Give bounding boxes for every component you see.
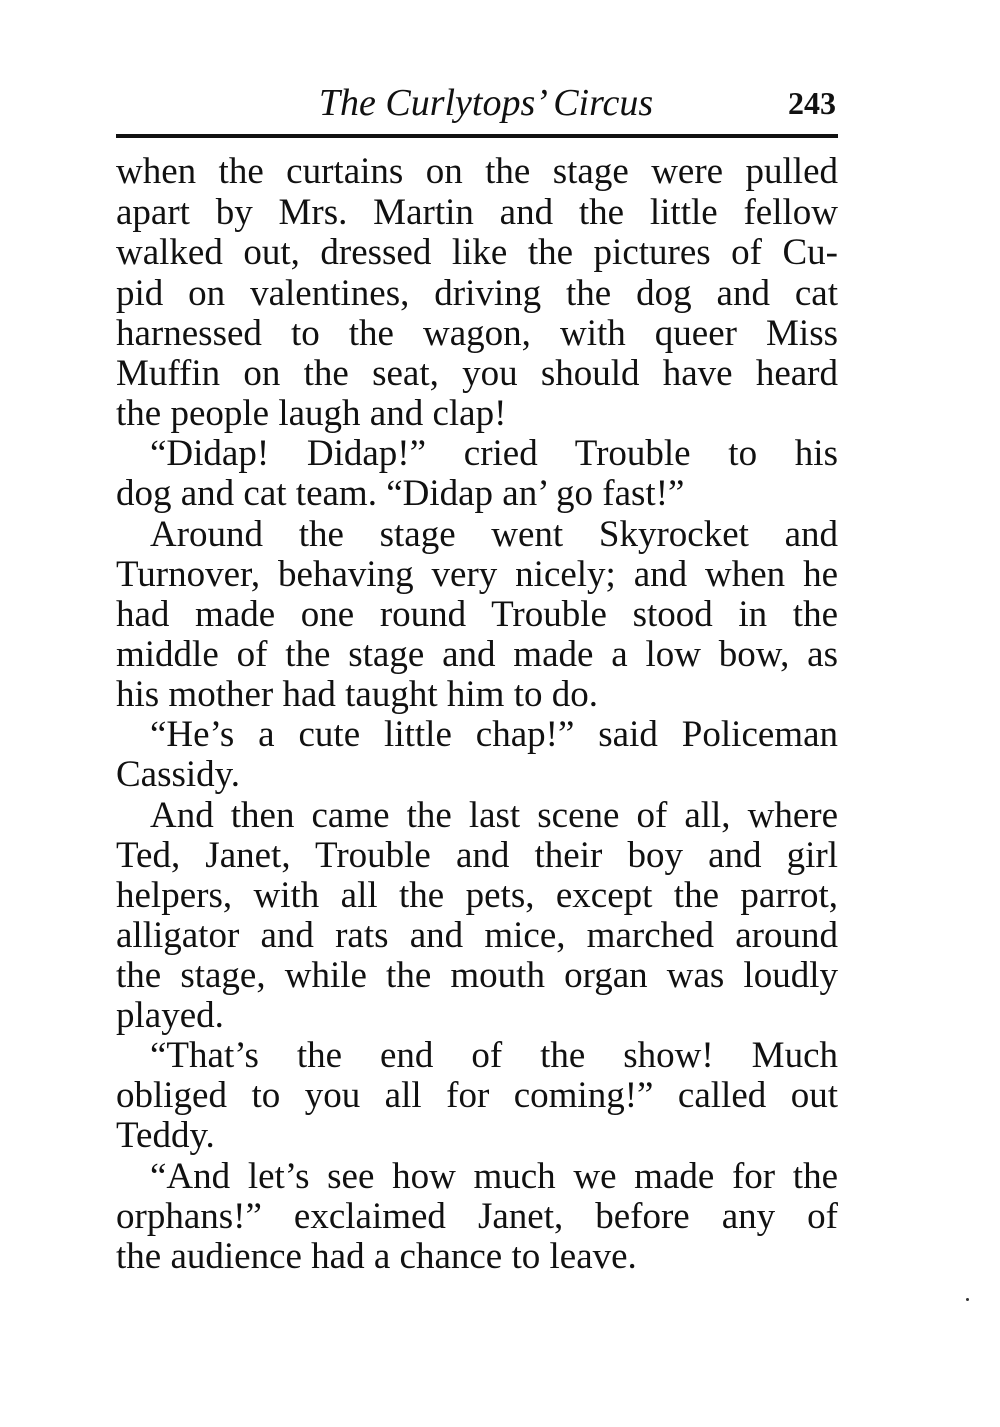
text-line: Muffin on the seat, you should have heard — [116, 353, 838, 394]
text-line: had made one round Trouble stood in the — [116, 594, 838, 635]
text-line: apart by Mrs. Martin and the little fellow — [116, 192, 838, 233]
text-line: his mother had taught him to do. — [116, 674, 598, 715]
text-line: the stage, while the mouth organ was loudly — [116, 955, 838, 996]
running-head — [116, 80, 836, 126]
text-line: Cassidy. — [116, 754, 241, 795]
text-line: the people laugh and clap! — [116, 393, 507, 434]
text-line: the audience had a chance to leave. — [116, 1236, 637, 1277]
text-line: middle of the stage and made a low bow, as — [116, 634, 838, 675]
text-line: dog and cat team. “Didap an’ go fast!” — [116, 473, 685, 514]
text-line: orphans!” exclaimed Janet, before any of — [116, 1196, 838, 1237]
text-line: alligator and rats and mice, marched around — [116, 915, 838, 956]
text-line: And then came the last scene of all, where — [150, 795, 838, 836]
text-line: Ted, Janet, Trouble and their boy and girl — [116, 835, 838, 876]
text-line: “He’s a cute little chap!” said Policeman — [150, 714, 838, 755]
scan-speck — [966, 1298, 969, 1301]
text-line: Teddy. — [116, 1115, 215, 1156]
text-line: “Didap! Didap!” cried Trouble to his — [150, 433, 838, 474]
text-line: “And let’s see how much we made for the — [150, 1156, 838, 1197]
text-line: when the curtains on the stage were pulled — [116, 151, 838, 192]
text-line: Turnover, behaving very nicely; and when he — [116, 554, 838, 595]
text-line: helpers, with all the pets, except the parrot, — [116, 875, 838, 916]
text-line: obliged to you all for coming!” called out — [116, 1075, 838, 1116]
header-rule — [116, 134, 838, 138]
text-line: “That’s the end of the show! Much — [150, 1035, 838, 1076]
text-line: played. — [116, 995, 224, 1036]
running-title: The Curlytops’ Circus — [318, 82, 654, 124]
text-line: Around the stage went Skyrocket and — [150, 514, 838, 555]
text-line: harnessed to the wagon, with queer Miss — [116, 313, 838, 354]
text-line: walked out, dressed like the pictures of Cu- — [116, 232, 838, 273]
text-line: pid on valentines, driving the dog and cat — [116, 273, 838, 314]
page-number: 243 — [788, 85, 836, 121]
